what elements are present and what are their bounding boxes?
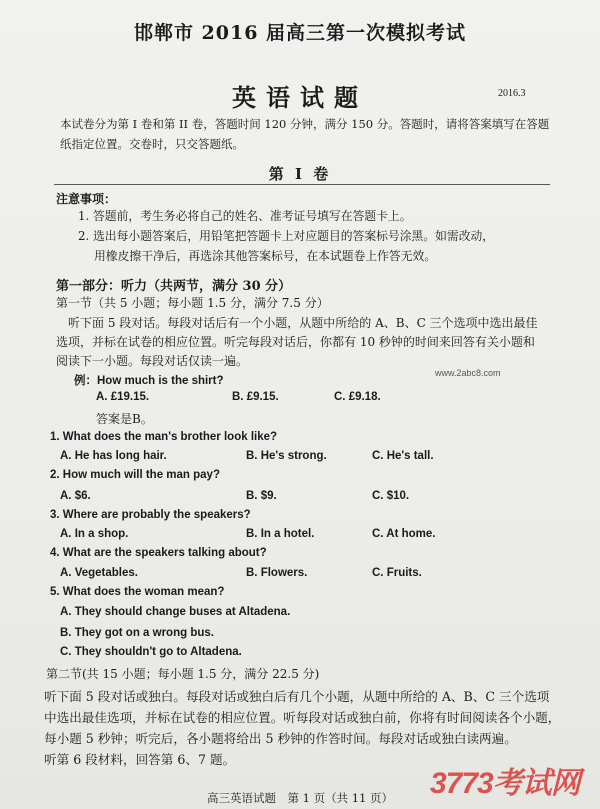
q3-option-a: A. In a shop. — [60, 528, 129, 540]
example-option-b: B. £9.15. — [232, 391, 279, 403]
section1-heading: 第一节（共 5 小题；每小题 1.5 分，满分 7.5 分） — [56, 296, 329, 310]
part-heading: 第一部分：听力（共两节，满分 30 分） — [56, 279, 292, 294]
section1-instr-line2: 选项，并标在试卷的相应位置。听完每段对话后，你都有 10 秒钟的时间来回答有关小题和 — [56, 335, 535, 349]
section1-instr-line3: 阅读下一小题。每段对话仅读一遍。 — [56, 354, 249, 368]
example-answer: 答案是B。 — [96, 412, 153, 426]
section2-heading: 第二节(共 15 小题；每小题 1.5 分，满分 22.5 分) — [46, 667, 320, 681]
divider — [54, 184, 550, 185]
notice-heading: 注意事项： — [56, 192, 117, 206]
notice-item-2b: 用橡皮擦干净后，再选涂其他答案标号，在本试题卷上作答无效。 — [94, 249, 437, 263]
volume-heading: 第 I 卷 — [268, 165, 332, 183]
example-question: 例：How much is the shirt? — [74, 375, 224, 387]
q2-option-c: C. $10. — [372, 490, 410, 502]
watermark-url: www.2abc8.com — [435, 368, 501, 378]
page-footer: 高三英语试题 第 1 页（共 11 页） — [206, 791, 394, 805]
section2-instr-line2: 中选出最佳选项，并标在试卷的相应位置。听每段对话或独白前，你将有时间阅读各个小题， — [44, 710, 561, 725]
q3-option-b: B. In a hotel. — [246, 528, 315, 540]
q4-option-b: B. Flowers. — [246, 567, 308, 579]
q1-option-a: A. He has long hair. — [60, 450, 167, 462]
section1-instr-line1: 听下面 5 段对话。每段对话后有一个小题，从题中所给的 A、B、C 三个选项中选出最佳 — [68, 316, 538, 330]
q5-option-c: C. They shouldn't go to Altadena. — [60, 646, 242, 658]
site-logo-text: 3773考试网 — [430, 767, 580, 800]
exam-title: 邯郸市 2016 届高三第一次模拟考试 — [133, 22, 467, 44]
q2-option-b: B. $9. — [246, 490, 277, 502]
example-option-a: A. £19.15. — [96, 391, 150, 403]
section2-instr-line3: 每小题 5 秒钟；听完后，各小题将给出 5 秒钟的作答时间。每段对话或独白读两遍。 — [44, 731, 517, 746]
question-5: 5. What does the woman mean? — [50, 586, 225, 598]
exam-date: 2016.3 — [498, 88, 526, 99]
q4-option-c: C. Fruits. — [372, 567, 422, 579]
q3-option-c: C. At home. — [372, 528, 436, 540]
q1-option-b: B. He's strong. — [246, 450, 327, 462]
example-option-c: C. £9.18. — [334, 391, 381, 403]
question-4: 4. What are the speakers talking about? — [50, 547, 267, 559]
notice-item-2a: 2. 选出每小题答案后，用铅笔把答题卡上对应题目的答案标号涂黑。如需改动， — [78, 229, 495, 243]
q4-option-a: A. Vegetables. — [60, 567, 138, 579]
section2-material-note: 听第 6 段材料，回答第 6、7 题。 — [44, 752, 236, 767]
q2-option-a: A. $6. — [60, 490, 91, 502]
question-3: 3. Where are probably the speakers? — [50, 509, 251, 521]
subject-title: 英语试题 — [232, 83, 368, 112]
q1-option-c: C. He's tall. — [372, 450, 434, 462]
intro-paragraph: 本试卷分为第 I 卷和第 II 卷，答题时间 120 分钟，满分 150 分。答题时，请将答案填写在答题纸指定位置。交卷时，只交答题纸。 — [60, 117, 550, 151]
question-2: 2. How much will the man pay? — [50, 469, 220, 481]
q5-option-b: B. They got on a wrong bus. — [60, 627, 214, 639]
section2-instr-line1: 听下面 5 段对话或独白。每段对话或独白后有几个小题，从题中所给的 A、B、C 三个选项 — [44, 689, 550, 704]
question-1: 1. What does the man's brother look like? — [50, 431, 278, 443]
notice-item-1: 1. 答题前，考生务必将自己的姓名、准考证号填写在答题卡上。 — [78, 209, 412, 223]
q5-option-a: A. They should change buses at Altadena. — [60, 606, 291, 618]
